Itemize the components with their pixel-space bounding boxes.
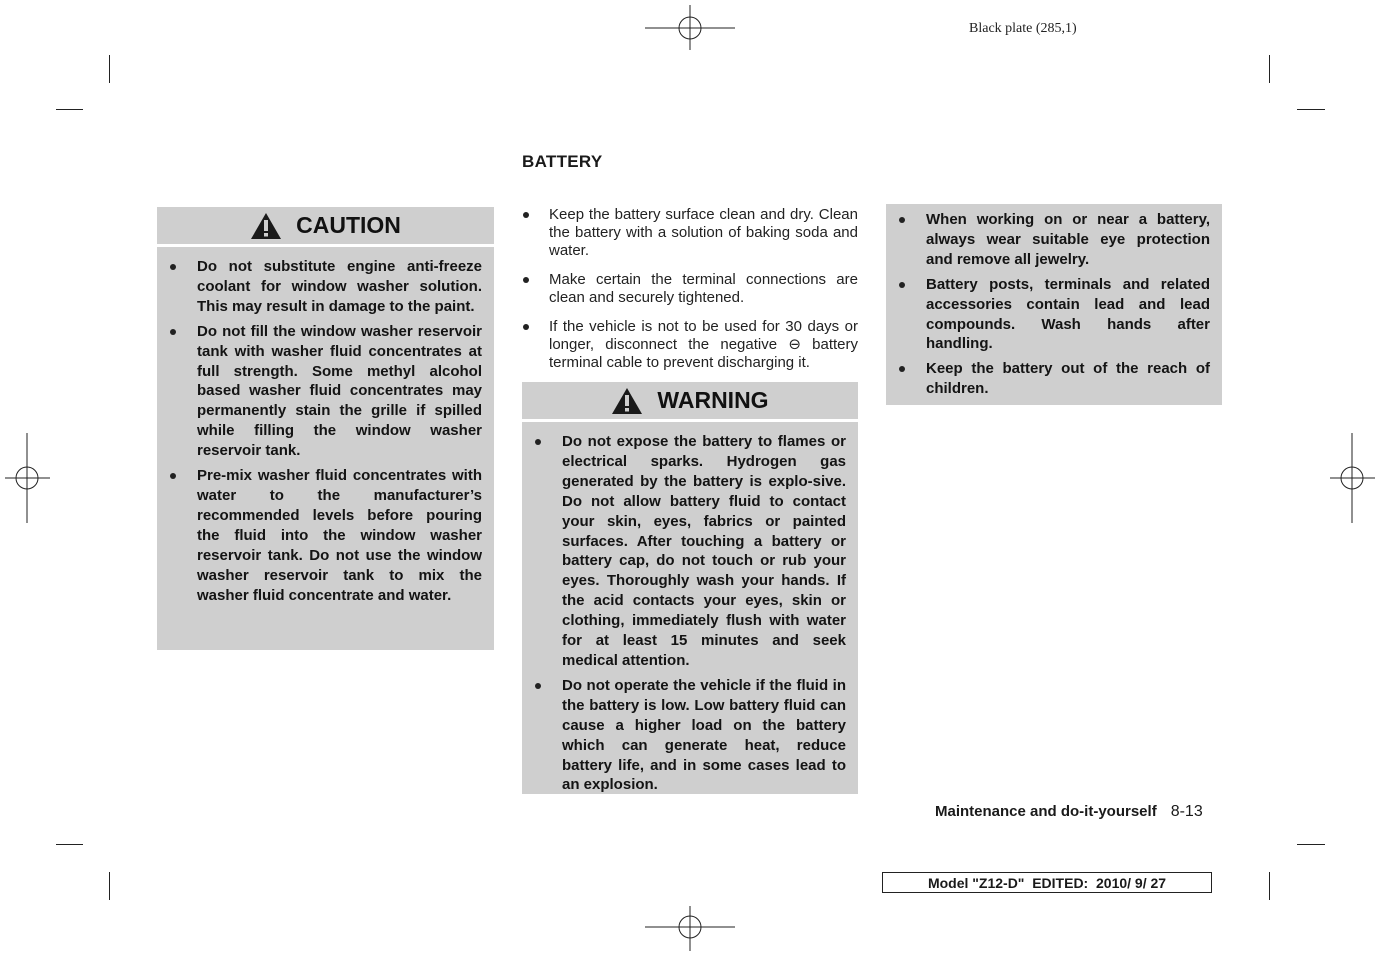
registration-mark-icon <box>1330 433 1375 523</box>
caution-box <box>157 207 494 650</box>
warning-continued-box <box>886 204 1222 405</box>
warning-triangle-icon <box>611 387 643 415</box>
section-title: BATTERY <box>522 152 603 171</box>
registration-mark-icon <box>645 906 735 951</box>
list-item: Do not operate the vehicle if the fluid in the battery is low. Low battery fluid can cause a higher load on the battery which can generate heat, reduce battery life, and in some cases lead to an explosion. <box>562 676 846 794</box>
caution-header <box>157 207 494 247</box>
list-item: Keep the battery surface clean and dry. Clean the battery with a solution of baking soda and water. <box>522 206 858 260</box>
list-item: Make certain the terminal connections are clean and securely tightened. <box>522 271 858 307</box>
list-item: If the vehicle is not to be used for 30 days or longer, disconnect the negative ⊖ battery terminal cable to prevent discharging it. <box>522 318 858 372</box>
registration-mark-icon <box>5 433 50 523</box>
crop-mark <box>1269 872 1270 900</box>
warning-header <box>522 382 858 422</box>
list-item: Do not expose the battery to flames or electrical sparks. Hydrogen gas generated by the battery is explo-sive. Do not allow battery fluid to contact your skin, eyes, fabrics or painted surfaces. After touching a battery or battery cap, do not touch or rub your eyes. Thoroughly wash your hands. If the acid contacts your eyes, skin or clothing, immediately flush with water for at least 15 minutes and seek medical attention. <box>562 433 846 669</box>
list-item: When working on or near a battery, always wear suitable eye protection and remove all jewelry. <box>926 211 1210 268</box>
crop-mark <box>1269 55 1270 83</box>
crop-mark <box>109 872 110 900</box>
battery-points <box>522 206 858 383</box>
page-number: 8-13 <box>1170 803 1203 820</box>
list-item: Pre-mix washer fluid concentrates with water to the manufacturer’s recommended levels before pouring the fluid into the window washer reservoir tank. Do not use the window washer reservoir tank to mix the washer fluid concentrate and water. <box>197 467 482 604</box>
caution-heading: CAUTION <box>296 212 401 238</box>
warning-box <box>522 382 858 794</box>
footer-section-name: Maintenance and do-it-yourself <box>935 803 1157 820</box>
list-item: Do not substitute engine anti-freeze coolant for window washer solution. This may result in damage to the paint. <box>197 258 482 315</box>
list-item: Do not fill the window washer reservoir tank with washer fluid concentrates at full strength. Some methyl alcohol based washer fluid concentrates may permanently stain the grille if spilled while filling the window washer reservoir tank. <box>197 322 482 460</box>
list-item: Keep the battery out of the reach of children. <box>926 360 1210 398</box>
list-item: Battery posts, terminals and related accessories contain lead and lead compounds. Wash hands after handling. <box>926 275 1210 353</box>
warning-heading: WARNING <box>657 387 769 413</box>
warning-triangle-icon <box>250 212 282 240</box>
warning-list <box>522 422 858 808</box>
caution-list <box>157 247 494 618</box>
crop-mark <box>109 55 110 83</box>
crop-mark <box>1297 109 1325 110</box>
registration-mark-icon <box>645 5 735 50</box>
plate-label: Black plate (285,1) <box>969 21 1077 36</box>
page-footer <box>935 803 1203 821</box>
model-edited-box: Model "Z12-D" EDITED: 2010/ 9/ 27 <box>882 872 1212 893</box>
crop-mark <box>1297 844 1325 845</box>
warning-continued-list <box>886 204 1222 412</box>
crop-mark <box>56 109 83 110</box>
crop-mark <box>56 844 83 845</box>
